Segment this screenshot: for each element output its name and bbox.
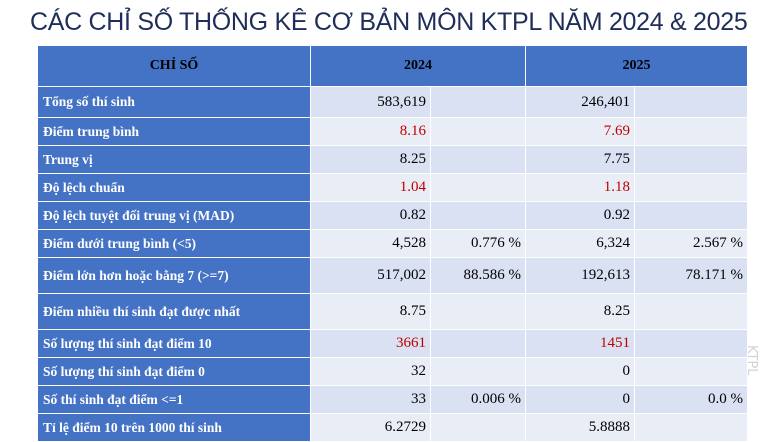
percent-2025 (635, 202, 748, 230)
percent-2024 (431, 330, 526, 358)
table-header-row (38, 46, 748, 87)
table-row (38, 146, 748, 174)
page-title: CÁC CHỈ SỐ THỐNG KÊ CƠ BẢN MÔN KTPL NĂM 2024 & 2025 (30, 8, 748, 36)
value-2024: 8.75 (311, 294, 431, 330)
percent-2025 (635, 358, 748, 386)
value-2024: 8.16 (311, 118, 431, 146)
percent-2025: 2.567 % (635, 230, 748, 258)
row-label: Điểm trung bình (38, 118, 311, 146)
percent-2024: 88.586 % (431, 258, 526, 294)
table-row (38, 258, 748, 294)
row-label: Điểm nhiều thí sinh đạt được nhất (38, 294, 311, 330)
value-2025: 0.92 (526, 202, 635, 230)
percent-2024 (431, 294, 526, 330)
value-2025: 1451 (526, 330, 635, 358)
percent-2024 (431, 118, 526, 146)
percent-2025 (635, 294, 748, 330)
value-2025: 7.75 (526, 146, 635, 174)
value-2025: 8.25 (526, 294, 635, 330)
percent-2024 (431, 87, 526, 118)
value-2024: 0.82 (311, 202, 431, 230)
table-row (38, 202, 748, 230)
value-2024: 8.25 (311, 146, 431, 174)
row-label: Điểm lớn hơn hoặc bằng 7 (>=7) (38, 258, 311, 294)
percent-2024: 0.776 % (431, 230, 526, 258)
value-2024: 517,002 (311, 258, 431, 294)
table-row (38, 294, 748, 330)
row-label: Độ lệch chuẩn (38, 174, 311, 202)
value-2025: 7.69 (526, 118, 635, 146)
row-label: Số lượng thí sinh đạt điểm 0 (38, 358, 311, 386)
value-2025: 246,401 (526, 87, 635, 118)
percent-2024 (431, 414, 526, 442)
table-row (38, 358, 748, 386)
value-2024: 6.2729 (311, 414, 431, 442)
table-row (38, 386, 748, 414)
row-label: Độ lệch tuyệt đối trung vị (MAD) (38, 202, 311, 230)
percent-2024: 0.006 % (431, 386, 526, 414)
value-2025: 192,613 (526, 258, 635, 294)
percent-2025 (635, 414, 748, 442)
value-2025: 0 (526, 358, 635, 386)
percent-2024 (431, 202, 526, 230)
value-2024: 33 (311, 386, 431, 414)
percent-2025 (635, 146, 748, 174)
percent-2024 (431, 174, 526, 202)
table-row (38, 414, 748, 442)
row-label: Điểm dưới trung bình (<5) (38, 230, 311, 258)
value-2025: 1.18 (526, 174, 635, 202)
value-2024: 32 (311, 358, 431, 386)
percent-2025: 78.171 % (635, 258, 748, 294)
table-row (38, 230, 748, 258)
table-row (38, 174, 748, 202)
value-2025: 0 (526, 386, 635, 414)
value-2024: 1.04 (311, 174, 431, 202)
stats-table (37, 45, 748, 442)
percent-2025 (635, 174, 748, 202)
header-metric: CHỈ SỐ (38, 46, 311, 87)
percent-2025 (635, 118, 748, 146)
row-label: Số lượng thí sinh đạt điểm 10 (38, 330, 311, 358)
header-2025: 2025 (526, 46, 748, 87)
watermark: KTPL (744, 345, 759, 376)
percent-2024 (431, 358, 526, 386)
value-2024: 4,528 (311, 230, 431, 258)
row-label: Số thí sinh đạt điểm <=1 (38, 386, 311, 414)
value-2025: 6,324 (526, 230, 635, 258)
table-row (38, 330, 748, 358)
percent-2024 (431, 146, 526, 174)
header-2024: 2024 (311, 46, 526, 87)
value-2024: 583,619 (311, 87, 431, 118)
row-label: Tổng số thí sinh (38, 87, 311, 118)
value-2024: 3661 (311, 330, 431, 358)
percent-2025 (635, 87, 748, 118)
table-row (38, 118, 748, 146)
percent-2025 (635, 330, 748, 358)
value-2025: 5.8888 (526, 414, 635, 442)
row-label: Tỉ lệ điểm 10 trên 1000 thí sinh (38, 414, 311, 442)
table-row (38, 87, 748, 118)
percent-2025: 0.0 % (635, 386, 748, 414)
row-label: Trung vị (38, 146, 311, 174)
